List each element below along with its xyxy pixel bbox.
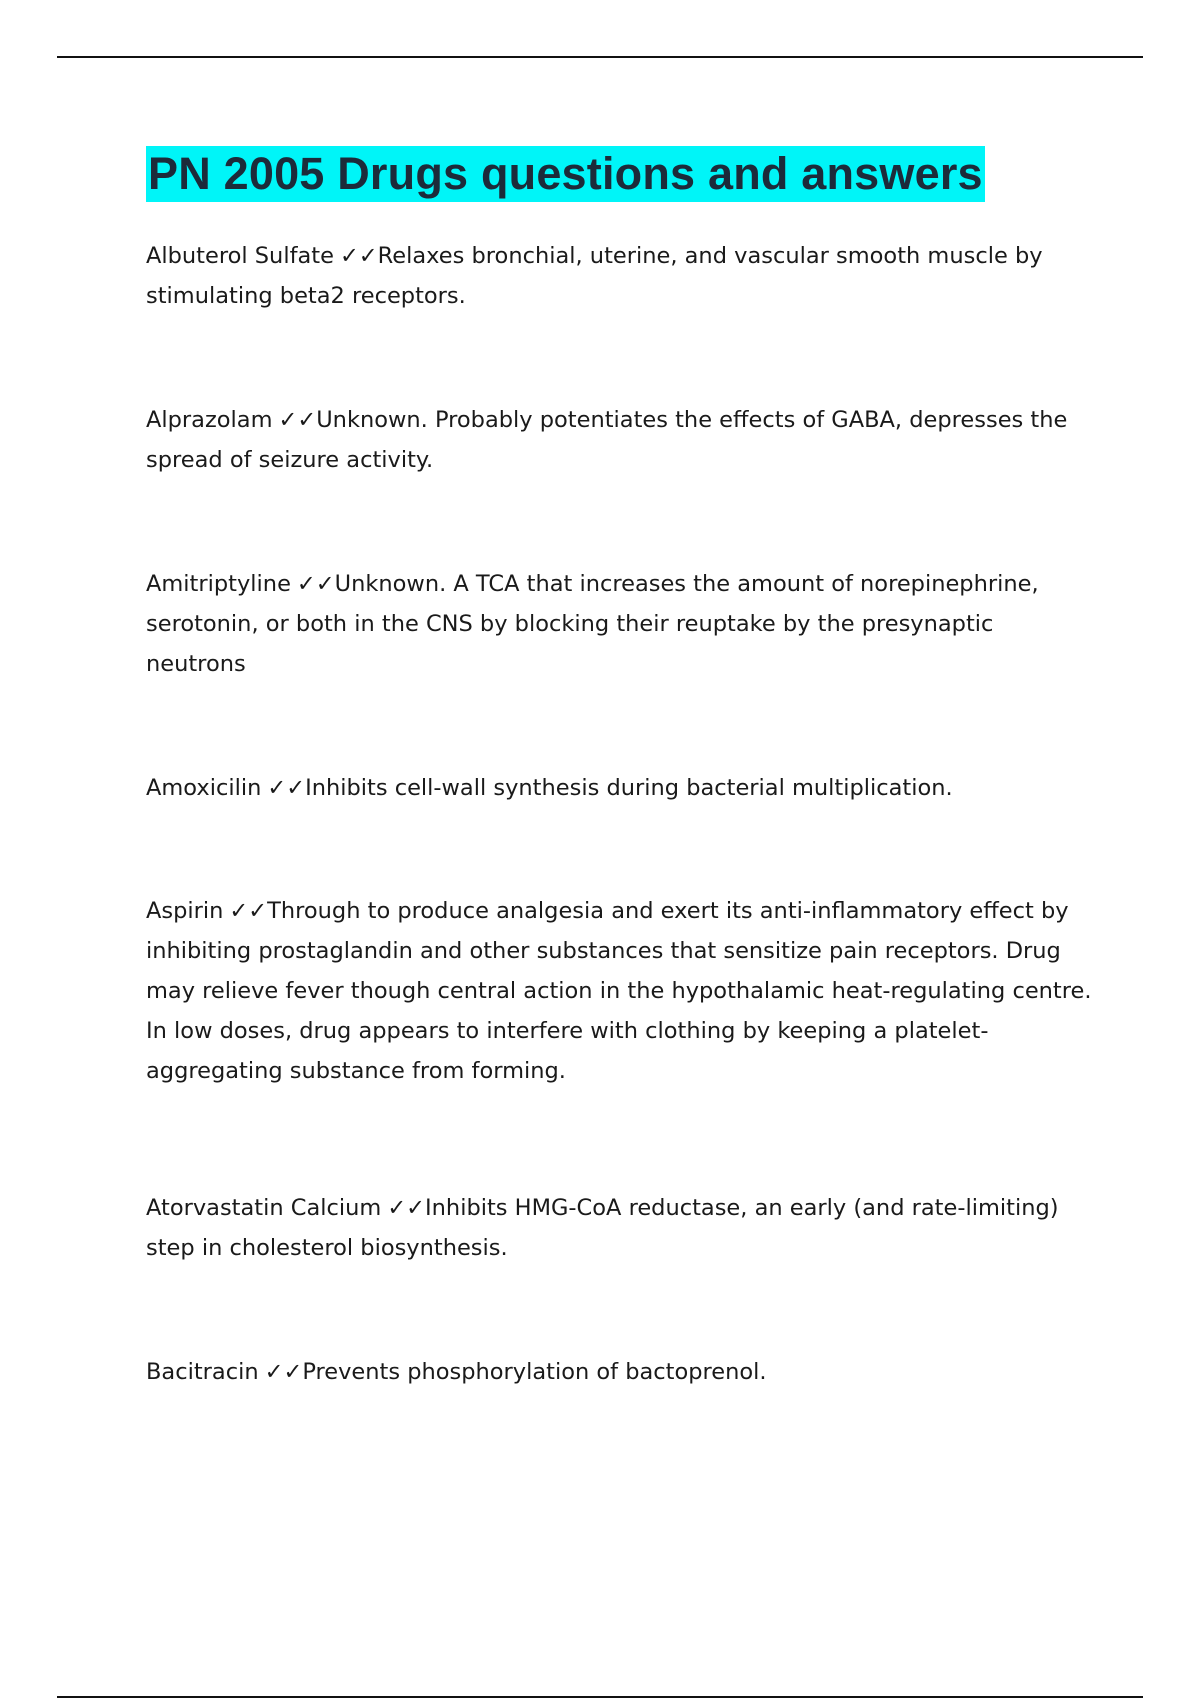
drug-definition: Inhibits cell-wall synthesis during bacterial multiplication.: [305, 775, 953, 801]
double-check-icon: ✓✓: [339, 243, 378, 269]
drug-definition: Prevents phosphorylation of bactoprenol.: [302, 1359, 767, 1385]
drug-definition: Through to produce analgesia and exert its anti-inflammatory effect by inhibiting prostaglandin and other substances that sensitize pain receptors. Drug may relieve fever though central action in the hypothalamic heat-regulating centre. In low doses, drug appears to interfere with clothing by keeping a platelet-aggregating substance from forming.: [146, 898, 1092, 1084]
drug-entry-albuterol-sulfate: [146, 236, 1096, 316]
drug-name: Aspirin: [146, 898, 224, 924]
drug-name: Amoxicilin: [146, 775, 262, 801]
drug-name: Amitriptyline: [146, 571, 291, 597]
double-check-icon: ✓✓: [264, 1359, 303, 1385]
double-check-icon: ✓✓: [278, 407, 317, 433]
footer-rule: [57, 1696, 1143, 1698]
drug-entry-atorvastatin-calcium: [146, 1188, 1096, 1268]
header-rule: [57, 56, 1143, 58]
double-check-icon: ✓✓: [387, 1195, 426, 1221]
drug-name: Albuterol Sulfate: [146, 243, 334, 269]
title-highlight: [146, 146, 985, 202]
drug-entry-amitriptyline: [146, 564, 1096, 684]
drug-definition: Relaxes bronchial, uterine, and vascular smooth muscle by stimulating beta2 receptors.: [146, 243, 1043, 309]
double-check-icon: ✓✓: [296, 571, 335, 597]
document-body: [146, 146, 1096, 1385]
drug-definition: Unknown. Probably potentiates the effects of GABA, depresses the spread of seizure activity.: [146, 407, 1068, 473]
double-check-icon: ✓✓: [229, 898, 268, 924]
page-title: PN 2005 Drugs questions and answers: [148, 148, 983, 199]
drug-entry-amoxicilin: [146, 768, 1096, 808]
drug-definition: Unknown. A TCA that increases the amount of norepinephrine, serotonin, or both in the CNS by blocking their reuptake by the presynaptic neutrons: [146, 571, 1039, 677]
drug-entry-bacitracin: [146, 1352, 1096, 1392]
drug-name: Atorvastatin Calcium: [146, 1195, 382, 1221]
drug-name: Alprazolam: [146, 407, 273, 433]
drug-entry-alprazolam: [146, 400, 1096, 480]
drug-name: Bacitracin: [146, 1359, 259, 1385]
drug-entry-aspirin: [146, 891, 1096, 1091]
double-check-icon: ✓✓: [267, 775, 306, 801]
drug-definition: Inhibits HMG-CoA reductase, an early (and rate-limiting) step in cholesterol biosynthesis.: [146, 1195, 1059, 1261]
